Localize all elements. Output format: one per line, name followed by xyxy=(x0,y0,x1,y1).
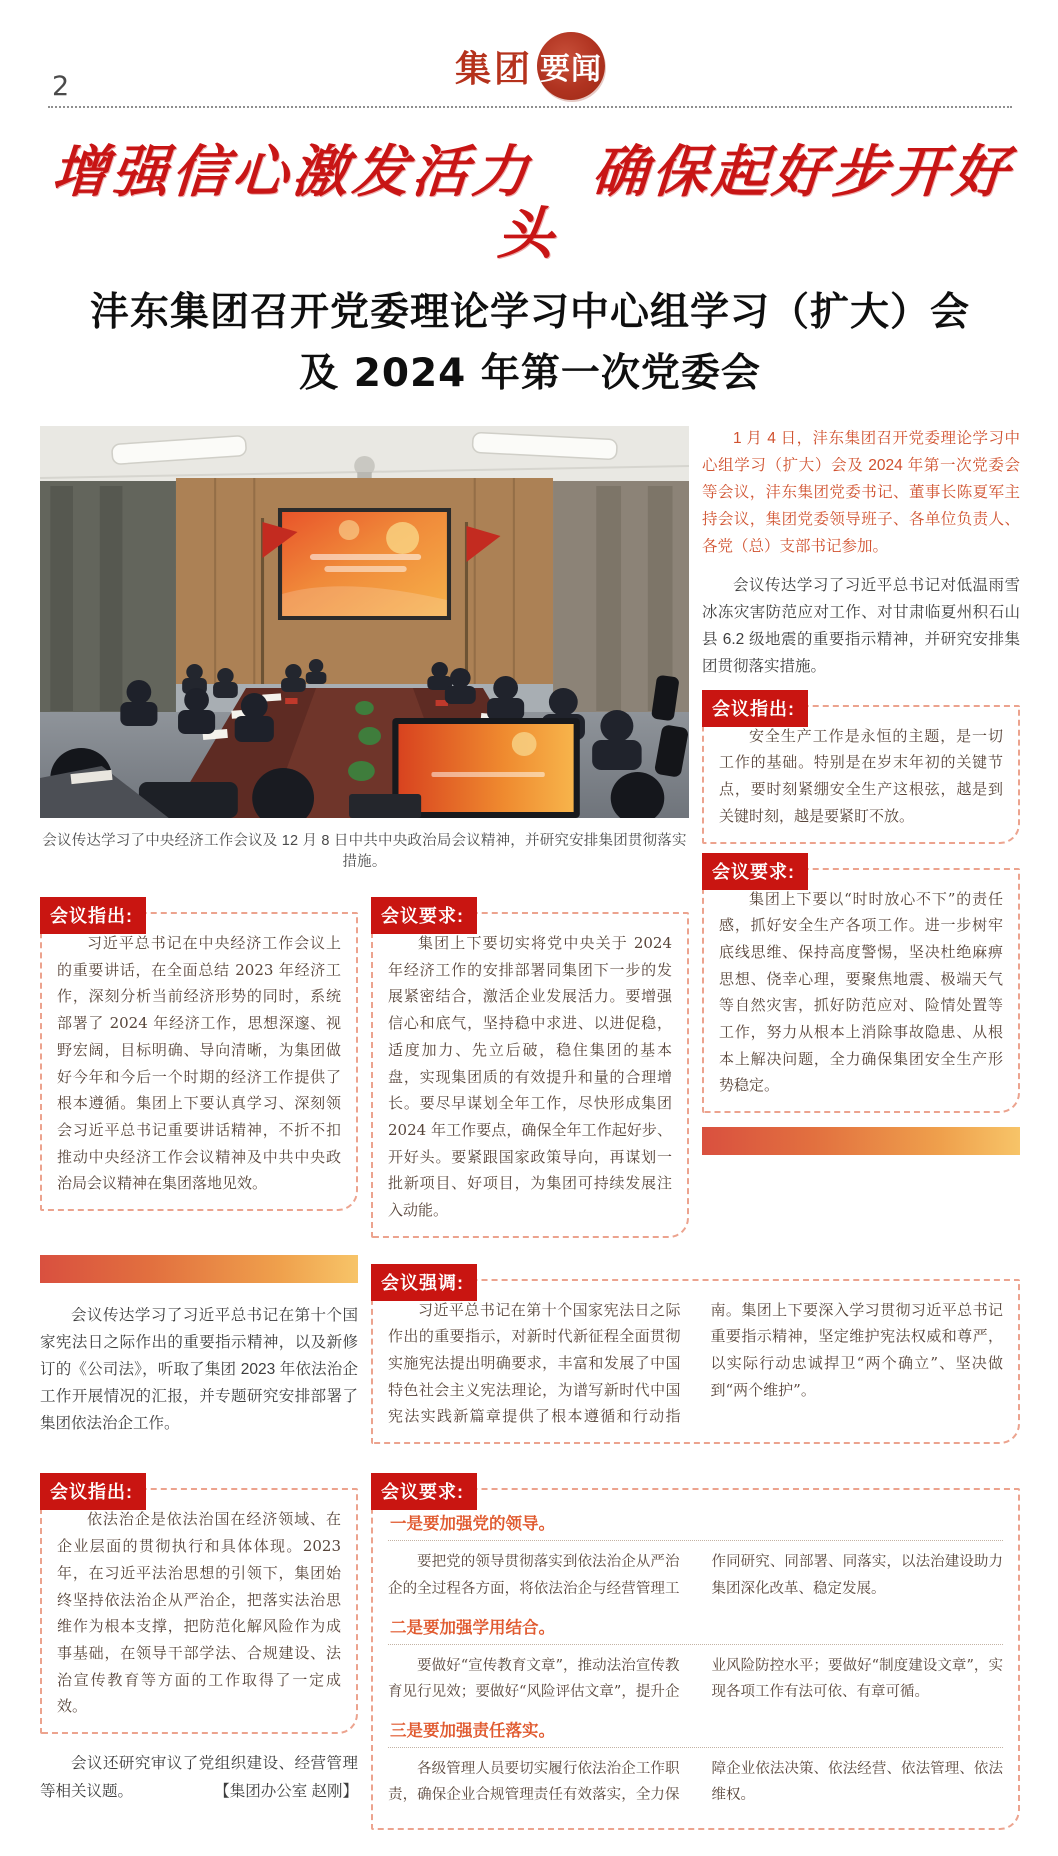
economy-pointed-out-text: 习近平总书记在中央经济工作会议上的重要讲话，在全面总结 2023 年经济工作，深刻分析当前经济形势的同时，系统部署了 2024 年经济工作，思想深邃、视野宏阔，目标明确、导向清晰，为集团做好今年和今后一个时期的经济工作提供了根本遵循。集团上下要认真学习、深刻领会习近平总书记重要讲话精神，不折不扣推动中央经济工作会议精神及中共中央政治局会议精神在集团落地见效。 xyxy=(57,934,341,1193)
economy-pointed-out-block xyxy=(40,888,358,1238)
intro-paragraph-red: 1 月 4 日，沣东集团召开党委理论学习中心组学习（扩大）会及 2024 年第一次党委会等会议，沣东集团党委书记、董事长陈夏军主持会议，集团党委领导班子、各单位负责人、各党（总）支部书记参加。 xyxy=(702,430,1020,555)
law-required-box xyxy=(371,1482,1020,1830)
economy-pointed-out-box xyxy=(40,906,358,1211)
economy-required-box xyxy=(371,906,689,1238)
masthead-divider xyxy=(48,106,1012,108)
article-title xyxy=(60,283,1000,404)
closing-text: 会议还研究审议了党组织建设、经营管理等相关议题。 xyxy=(40,1754,358,1800)
byline: 【集团办公室 赵刚】 xyxy=(214,1782,358,1800)
article-body xyxy=(40,426,1020,1830)
intro-paragraph-black: 会议传达学习了习近平总书记对低温雨雪冰冻灾害防范应对工作、对甘肃临夏州积石山县 6.2 级地震的重要指示精神，并研究安排集团贯彻落实措施。 xyxy=(702,576,1020,675)
economy-required-text: 集团上下要切实将党中央关于 2024 年经济工作的安排部署同集团下一步的发展紧密结合，激活企业发展活力。要增强信心和底气，坚持稳中求进、以进促稳，适度加力、先立后破，稳住集团的基本盘，实现集团质的有效提升和量的合理增长。要尽早谋划全年工作，尽快形成集团 2024 年工作要点，确保全年工作起好步、开好头。要紧跟国家政策导向，再谋划一批新项目、好项目，为集团可持续发展注入动能。 xyxy=(388,934,672,1219)
safety-pointed-out-text: 安全生产工作是永恒的主题，是一切工作的基础。特别是在岁末年初的关键节点，要时刻紧绷安全生产这根弦，越是到关键时刻，越是要紧盯不放。 xyxy=(719,726,1003,825)
requirement-item-2-head: 二是要加强学用结合。 xyxy=(388,1610,1003,1645)
requirement-item-3-head: 三是要加强责任落实。 xyxy=(388,1713,1003,1748)
safety-required-box xyxy=(702,861,1020,1114)
closing-paragraph xyxy=(40,1750,358,1806)
law-required-block xyxy=(371,1464,1020,1830)
page-number: 2 xyxy=(52,71,70,102)
masthead xyxy=(40,30,1020,104)
law-pointed-out-label: 会议指出: xyxy=(40,1473,146,1510)
requirement-item-1 xyxy=(388,1506,1003,1601)
economy-required-label: 会议要求: xyxy=(371,897,477,934)
gradient-divider-left xyxy=(40,1255,358,1283)
law-intro-block xyxy=(40,1255,358,1448)
gradient-divider-right xyxy=(702,1127,1020,1155)
article-title-line1: 沣东集团召开党委理论学习中心组学习（扩大）会 xyxy=(89,290,970,336)
meeting-room-photo xyxy=(40,426,689,818)
law-pointed-out-block xyxy=(40,1464,358,1830)
headline-calligraphy: 增强信心激发活力 确保起好步开好头 xyxy=(49,139,1015,267)
requirement-item-2-text: 要做好“宣传教育文章”，推动法治宣传教育见行见效；要做好“风险评估文章”，提升企业风险防控水平；要做好“制度建设文章”，实现各项工作有法可依、有章可循。 xyxy=(388,1657,1003,1700)
law-stressed-box xyxy=(371,1272,1020,1444)
law-intro-paragraph: 会议传达学习了习近平总书记在第十个国家宪法日之际作出的重要指示精神，以及新修订的《公司法》，听取了集团 2023 年依法治企工作开展情况的汇报，并专题研究安排部署了集团依法治企工作。 xyxy=(40,1306,358,1432)
economy-required-block xyxy=(371,888,689,1238)
requirement-item-2 xyxy=(388,1610,1003,1705)
requirement-item-3-text: 各级管理人员要切实履行依法治企工作职责，确保企业合规管理责任有效落实，全力保障企业依法决策、依法经营、依法管理、依法维权。 xyxy=(388,1760,1003,1803)
meeting-room-illustration xyxy=(40,426,689,818)
safety-required-text: 集团上下要以“时时放心不下”的责任感，抓好安全生产各项工作。进一步树牢底线思维、保持高度警惕，坚决杜绝麻痹思想、侥幸心理，要聚焦地震、极端天气等自然灾害，抓好防范应对、险情处置等工作，努力从根本上消除事故隐患、从根本上解决问题，全力确保集团安全生产形势稳定。 xyxy=(719,889,1003,1095)
law-pointed-out-text: 依法治企是依法治国在经济领域、在企业层面的贯彻执行和具体体现。2023 年，在习近平法治思想的引领下，集团始终坚持依法治企从严治企，把落实法治思维作为根本支撑，把防范化解风险作为成事基础，在领导干部学法、合规建设、法治宣传教育等方面的工作取得了一定成效。 xyxy=(57,1510,341,1716)
right-column xyxy=(702,426,1020,1238)
economy-pointed-out-label: 会议指出: xyxy=(40,897,146,934)
photo-block xyxy=(40,426,689,871)
requirement-item-1-head: 一是要加强党的领导。 xyxy=(388,1506,1003,1541)
safety-pointed-out-box xyxy=(702,698,1020,844)
section-title-seal-text: 要闻 xyxy=(540,52,603,87)
law-required-label: 会议要求: xyxy=(371,1473,477,1510)
article-title-line2: 及 2024 年第一次党委会 xyxy=(299,350,761,396)
requirement-item-1-text: 要把党的领导贯彻落实到依法治企从严治企的全过程各方面，将依法治企与经营管理工作同研究、同部署、同落实，以法治建设助力集团深化改革、稳定发展。 xyxy=(388,1554,1003,1597)
photo-caption: 会议传达学习了中央经济工作会议及 12 月 8 日中共中央政治局会议精神，并研究安排集团贯彻落实措施。 xyxy=(42,833,687,871)
section-title-prefix: 集团 xyxy=(454,47,534,90)
law-stressed-text: 习近平总书记在第十个国家宪法日之际作出的重要指示，对新时代新征程全面贯彻实施宪法提出明确要求，丰富和发展了中国特色社会主义宪法理论，为谱写新时代中国宪法实践新篇章提供了根本遵循和行动指南。集团上下要深入学习贯彻习近平总书记重要指示精神，坚定维护宪法权威和尊严，以实际行动忠诚捍卫“两个确立”、坚决做到“两个维护”。 xyxy=(388,1300,1003,1426)
law-pointed-out-box xyxy=(40,1482,358,1734)
safety-required-label: 会议要求: xyxy=(702,853,808,890)
law-stressed-block xyxy=(371,1255,1020,1448)
safety-pointed-out-label: 会议指出: xyxy=(702,690,808,727)
law-stressed-label: 会议强调: xyxy=(371,1264,477,1301)
section-title xyxy=(455,32,605,100)
section-title-seal-icon xyxy=(537,32,605,100)
requirement-item-3 xyxy=(388,1713,1003,1808)
